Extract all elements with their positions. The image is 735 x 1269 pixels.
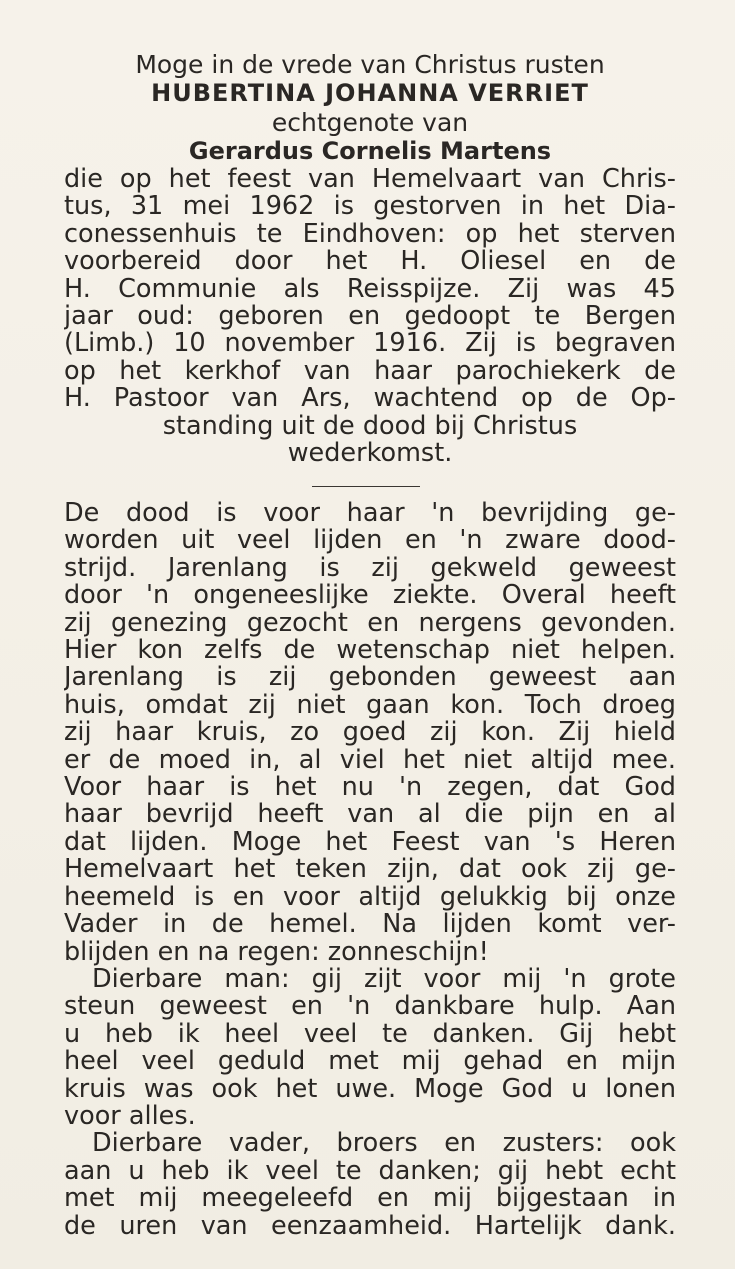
bio-line: op het kerkhof van haar parochiekerk de bbox=[64, 357, 676, 386]
text-line: met mij meegeleefd en mij bijgestaan in bbox=[64, 1185, 676, 1213]
text-line: kruis was ook het uwe. Moge God u lonen bbox=[64, 1075, 676, 1103]
text-line: de uren van eenzaamheid. Hartelijk dank. bbox=[64, 1212, 676, 1240]
text-line: heel veel geduld met mij gehad en mijn bbox=[64, 1048, 676, 1076]
bio-line: tus, 31 mei 1962 is gestorven in het Dia- bbox=[64, 193, 676, 221]
bio-line: voorbereid door het H. Oliesel en de bbox=[64, 248, 676, 276]
text-line: Jarenlang is zij gebonden geweest aan bbox=[64, 664, 676, 692]
bio-line: standing uit de dood bij Christus bbox=[162, 410, 578, 441]
bio-line: jaar oud: geboren en gedoopt te Bergen bbox=[64, 303, 676, 331]
bio-line: (Limb.) 10 november 1916. Zij is begraven bbox=[64, 330, 676, 358]
text-line: heemeld is en voor altijd gelukkig bij onze bbox=[64, 883, 676, 912]
text-line: huis, omdat zij niet gaan kon. Toch droeg bbox=[64, 691, 676, 720]
divider-rule bbox=[312, 486, 420, 487]
text-line: door 'n ongeneeslijke ziekte. Overal heeft bbox=[64, 582, 676, 610]
text-line: haar bevrijd heeft van al die pijn en al bbox=[64, 801, 676, 829]
text-line: worden uit veel lijden en 'n zware dood- bbox=[64, 527, 676, 555]
bio-line: H. Pastoor van Ars, wachtend op de Op- bbox=[64, 385, 676, 413]
text-line: u heb ik heel veel te danken. Gij hebt bbox=[64, 1020, 676, 1049]
reflection-text bbox=[64, 500, 676, 1240]
text-line: Dierbare vader, broers en zusters: ook bbox=[92, 1130, 676, 1158]
spouse-intro: echtgenote van bbox=[271, 108, 469, 137]
text-line: Hemelvaart het teken zijn, dat ook zij ge- bbox=[64, 856, 676, 884]
bio-line: H. Communie als Reisspijze. Zij was 45 bbox=[64, 275, 676, 304]
spouse-name: Gerardus Cornelis Martens bbox=[188, 137, 552, 165]
text-line: zij haar kruis, zo goed zij kon. Zij hield bbox=[64, 719, 676, 747]
bio-line: wederkomst. bbox=[287, 438, 453, 469]
text-line: voor alles. bbox=[64, 1100, 196, 1131]
text-line: zij genezing gezocht en nergens gevonden. bbox=[64, 609, 676, 638]
biography bbox=[64, 166, 676, 467]
card-header bbox=[60, 50, 680, 166]
text-line: steun geweest en 'n dankbare hulp. Aan bbox=[64, 993, 676, 1021]
text-line: er de moed in, al viel het niet altijd mee. bbox=[64, 746, 676, 775]
text-line: Voor haar is het nu 'n zegen, dat God bbox=[64, 774, 676, 802]
text-line: blijden en na regen: zonneschijn! bbox=[64, 936, 489, 967]
text-line: Vader in de hemel. Na lijden komt ver- bbox=[64, 911, 676, 939]
text-line: dat lijden. Moge het Feest van 's Heren bbox=[64, 828, 676, 857]
deceased-name: HUBERTINA JOHANNA VERRIET bbox=[151, 79, 589, 107]
text-line: strijd. Jarenlang is zij gekweld geweest bbox=[64, 554, 676, 583]
text-line: aan u heb ik veel te danken; gij hebt echt bbox=[64, 1157, 676, 1186]
text-line: De dood is voor haar 'n bevrijding ge- bbox=[64, 500, 676, 528]
bio-line: die op het feest van Hemelvaart van Chris- bbox=[64, 166, 676, 194]
bio-line: conessenhuis te Eindhoven: op het sterven bbox=[64, 220, 676, 249]
text-line: Hier kon zelfs de wetenschap niet helpen. bbox=[64, 637, 676, 665]
text-line: Dierbare man: gij zijt voor mij 'n grote bbox=[92, 965, 676, 994]
opening-line: Moge in de vrede van Christus rusten bbox=[135, 50, 605, 79]
